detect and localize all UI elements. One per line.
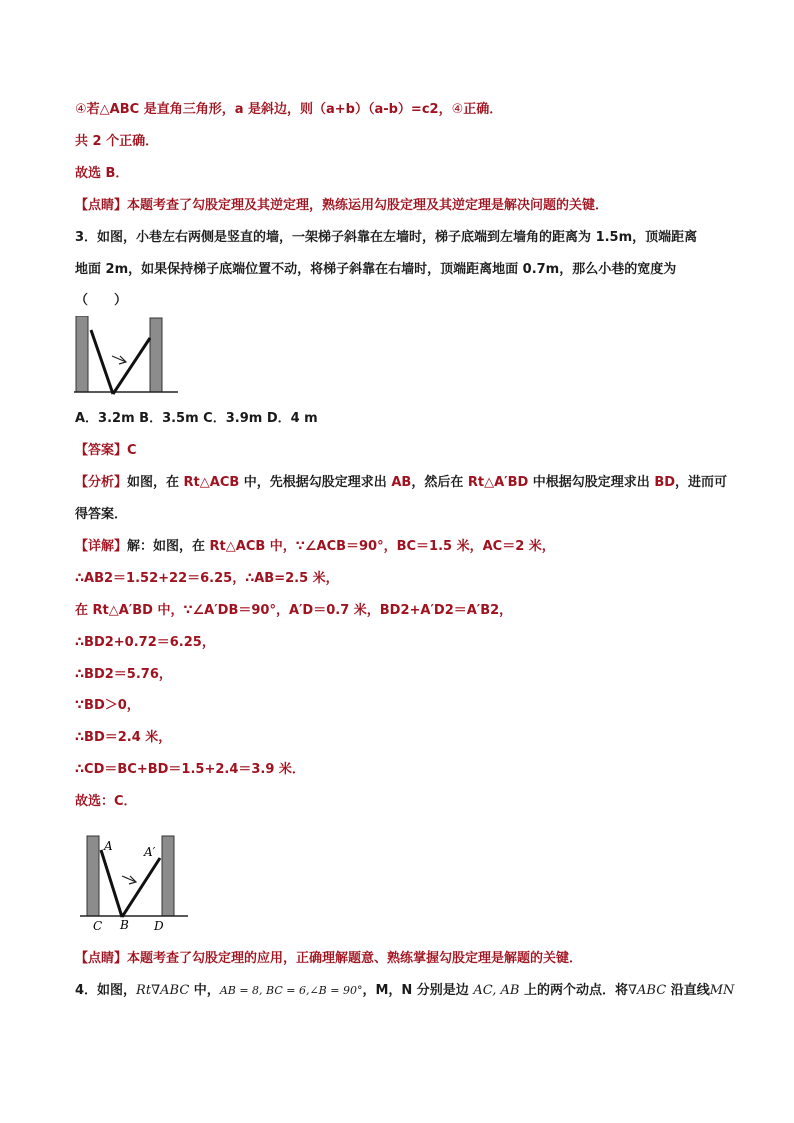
right-wall xyxy=(150,318,162,392)
analysis-text: ，进而可 xyxy=(675,475,728,490)
detail-text: Rt△ACB 中，∵∠ACB＝90°，BC＝1.5 米，AC＝2 米， xyxy=(209,539,555,554)
analysis-text: ，然后在 xyxy=(411,475,468,490)
q4-text: 4．如图， xyxy=(75,983,137,998)
q4-math: MN xyxy=(709,983,735,998)
right-wall xyxy=(162,836,174,916)
ladder-left xyxy=(91,330,113,394)
comment-tag: 【点睛】 xyxy=(75,198,128,213)
analysis-text: AB xyxy=(391,475,412,490)
question-3-line-1: 3．如图，小巷左右两侧是竖直的墙，一架梯子斜靠在左墙时，梯子底端到左墙角的距离为 1.5m，顶端距离 xyxy=(75,230,698,245)
q4-text: 沿直线 xyxy=(666,983,710,998)
ladder-right xyxy=(122,858,160,917)
detail-line-8: ∴CD＝BC+BD＝1.5+2.4＝3.9 米． xyxy=(75,762,305,777)
q4-text: ，M，N 分别是边 xyxy=(362,983,474,998)
q4-text: 上的两个动点．将 xyxy=(519,983,628,998)
detail-line-3: 在 Rt△A′BD 中，∵∠A′DB＝90°，A′D＝0.7 米，BD2+A′D2＝A′B2， xyxy=(75,603,513,618)
choice-line: 故选 B． xyxy=(75,166,129,181)
question-4-line xyxy=(75,982,734,1000)
left-wall xyxy=(76,316,88,392)
label-a: A xyxy=(104,839,113,853)
final-comment-line xyxy=(75,950,582,968)
detail-line-7: ∴BD＝2.4 米， xyxy=(75,730,172,745)
analysis-text: BD xyxy=(654,475,676,490)
answer-value: C xyxy=(127,443,137,458)
ladder-figure-2 xyxy=(80,832,192,934)
question-3-paren: （ ） xyxy=(75,293,128,308)
detail-line-5: ∴BD2＝5.76， xyxy=(75,667,172,682)
ladder-right xyxy=(113,338,150,394)
detail-tag: 【详解】 xyxy=(75,539,128,554)
analysis-line-2: 得答案． xyxy=(75,507,128,522)
analysis-text: 如图，在 xyxy=(127,475,184,490)
label-c: C xyxy=(93,919,103,933)
q4-text: 中， xyxy=(189,983,220,998)
label-d: D xyxy=(154,919,164,933)
q4-math: Rt xyxy=(136,983,152,998)
detail-line-6: ∵BD＞0， xyxy=(75,698,140,713)
q4-math: ∇ABC xyxy=(627,983,667,998)
options-line: A．3.2m B．3.5m C．3.9m D．4 m xyxy=(75,411,318,426)
comment-text: 本题考查了勾股定理及其逆定理，熟练运用勾股定理及其逆定理是解决问题的关键． xyxy=(127,198,609,213)
comment-text: 本题考查了勾股定理的应用，正确理解题意、熟练掌握勾股定理是解题的关键． xyxy=(127,951,583,966)
statement-4-line xyxy=(75,101,502,119)
detail-line-9: 故选：C． xyxy=(75,794,137,809)
detail-text: 解：如图，在 xyxy=(127,539,210,554)
left-wall xyxy=(87,836,99,916)
label-a-prime: A′ xyxy=(144,845,156,859)
analysis-text: 中根据勾股定理求出 xyxy=(528,475,655,490)
arrow-icon xyxy=(122,876,136,884)
analysis-text: Rt△ACB xyxy=(183,475,240,490)
arrow-icon xyxy=(112,356,126,364)
analysis-text: 中，先根据勾股定理求出 xyxy=(239,475,392,490)
comment-tag: 【点睛】 xyxy=(75,951,128,966)
analysis-line-1 xyxy=(75,474,727,492)
q4-math: ∇ABC xyxy=(151,983,190,998)
comment-line xyxy=(75,197,608,215)
detail-line-4: ∴BD2+0.72＝6.25， xyxy=(75,635,215,650)
detail-line-1 xyxy=(75,538,555,556)
answer-line xyxy=(75,442,137,460)
circled-number: ④ xyxy=(451,102,464,117)
q4-math: AB = 8, BC = 6,∠B = 90° xyxy=(219,984,363,997)
detail-line-2: ∴AB2＝1.52+22＝6.25，∴AB=2.5 米， xyxy=(75,571,339,586)
ladder-figure-1 xyxy=(74,316,180,398)
statement-text: 若△ABC 是直角三角形，a 是斜边，则（a+b）（a-b）=c2， xyxy=(86,102,452,117)
circled-number: ④ xyxy=(75,102,87,117)
ladder-left xyxy=(101,850,122,917)
statement-tail: 正确． xyxy=(463,102,503,117)
answer-tag: 【答案】 xyxy=(75,443,128,458)
count-line: 共 2 个正确． xyxy=(75,134,159,149)
analysis-tag: 【分析】 xyxy=(75,475,128,490)
q4-math: AC, AB xyxy=(473,983,520,998)
question-3-line-2: 地面 2m，如果保持梯子底端位置不动，将梯子斜靠在右墙时，顶端距离地面 0.7m，那么小巷的宽度为 xyxy=(75,262,677,277)
analysis-text: Rt△A′BD xyxy=(467,475,529,490)
label-b: B xyxy=(120,918,129,932)
